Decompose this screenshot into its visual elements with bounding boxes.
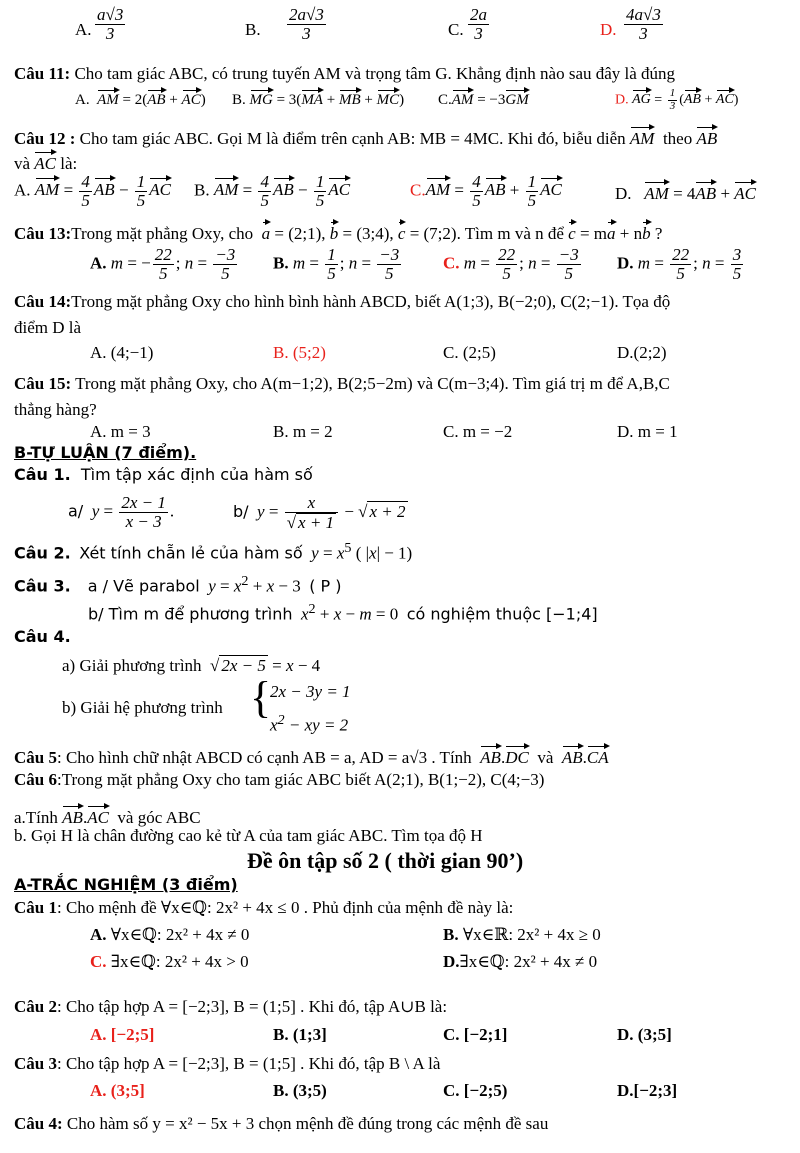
exam2-title: Đề ôn tập số 2 ( thời gian 90’) [247, 848, 524, 873]
e3-option-d: D.[−2;3] [617, 1081, 678, 1100]
q12-option-d: D. AM = 4AB + AC [615, 180, 756, 204]
b-c1a: a/ y = $\frac{2x - 1}{x - 3}$ . [68, 493, 175, 531]
b-c4b: b) Giải hệ phương trình [62, 698, 223, 717]
b-c6: Câu 6:Trong mặt phẳng Oxy cho tam giác ABC biết A(2;1), B(1;−2), C(4;−3) [14, 770, 545, 789]
e1-option-b: B. ∀x∈ℝ: 2x² + 4x ≥ 0 [443, 925, 601, 944]
q13-option-d: D. m = $\frac{22}{5}$ ; n = $\frac{3}{5}$ [617, 245, 742, 283]
e1-stem: Câu 1: Cho mệnh đề ∀x∈ℚ: 2x² + 4x ≤ 0 . Phủ định của mệnh đề này là: [14, 898, 514, 917]
b-c4: Câu 4. [14, 627, 71, 646]
q11-option-c: C.AM = −3GM [438, 88, 529, 109]
q15-option-b: B. m = 2 [273, 422, 333, 441]
b-c1b: b/ y = $\frac{x}{√ x + 1}$ − √ x + 2 [233, 493, 406, 532]
option-d-fraction: $\frac{4a√3}{3}$ [626, 5, 661, 43]
b-c6b: b. Gọi H là chân đường cao kẻ từ A của tam giác ABC. Tìm tọa độ H [14, 826, 483, 845]
part-b-title: B-TỰ LUẬN (7 điểm). [14, 443, 197, 462]
e2-option-d: D. (3;5] [617, 1025, 672, 1044]
q13-option-b: B. m = $\frac{1}{5}$ ; n = $\frac{-3}{5}$ [273, 245, 400, 283]
e2-option-b: B. (1;3] [273, 1025, 327, 1044]
q14-stem: Câu 14:Trong mặt phẳng Oxy cho hình bình hành ABCD, biết A(1;3), B(−2;0), C(2;−1). Tọa độ [14, 292, 671, 311]
e4-stem: Câu 4: Cho hàm số y = x² − 5x + 3 chọn mệnh đề đúng trong các mệnh đề sau [14, 1114, 549, 1133]
q15-option-d: D. m = 1 [617, 422, 678, 441]
q14-option-a: A. (4;−1) [90, 343, 154, 362]
q14-option-d: D.(2;2) [617, 343, 667, 362]
system-eq1: 2x − 3y = 1 [270, 682, 351, 701]
option-b: B. [245, 20, 261, 39]
q13-stem: Câu 13:Trong mặt phẳng Oxy, cho a = (2;1), b = (3;4), c = (7;2). Tìm m và n để c = ma + nb ? [14, 220, 662, 244]
q15-option-c: C. m = −2 [443, 422, 513, 441]
option-b-fraction: $\frac{2a√3}{3}$ [289, 5, 324, 43]
b-c5: Câu 5: Cho hình chữ nhật ABCD có cạnh AB = a, AD = a√3 . Tính AB.DC và AB.CA [14, 744, 609, 768]
b-c3: Câu 3. a / Vẽ parabol $y = x^2 + x - 3$ ( P ) [14, 573, 342, 596]
e1-option-a: A. ∀x∈ℚ: 2x² + 4x ≠ 0 [90, 925, 250, 944]
option-a-fraction: $\frac{a√3}{3}$ [97, 5, 124, 43]
b-c4a: a) Giải phương trình √ 2x − 5 = x − 4 [62, 656, 321, 675]
q11-options: A. AM = 2(AB + AC) [75, 88, 206, 109]
q11-stem: Câu 11: Cho tam giác ABC, có trung tuyến AM và trọng tâm G. Khẳng định nào sau đây là đúng [14, 64, 676, 83]
q15-stem-2: thẳng hàng? [14, 400, 97, 419]
exam2-part-a: A-TRẮC NGHIỆM (3 điểm) [14, 875, 238, 894]
e3-stem: Câu 3: Cho tập hợp A = [−2;3], B = (1;5] . Khi đó, tập B \ A là [14, 1054, 441, 1073]
q15-option-a: A. m = 3 [90, 422, 151, 441]
b-c6a: a.Tính AB.AC và góc ABC [14, 804, 201, 828]
q12-stem-2: và AC là: [14, 150, 77, 174]
b-c3b: b/ Tìm m để phương trình $x^2 + x - m = 0$ có nghiệm thuộc [−1;4] [88, 601, 598, 624]
e2-option-c: C. [−2;1] [443, 1025, 508, 1044]
q12-option-a: A. AM = $\frac{4}{5}$ AB − $\frac{1}{5}$ AC [14, 172, 172, 210]
q12-option-c: C.AM = $\frac{4}{5}$ AB + $\frac{1}{5}$ AC [410, 172, 562, 210]
e1-option-c: C. ∃x∈ℚ: 2x² + 4x > 0 [90, 952, 249, 971]
q12-option-b: B. AM = $\frac{4}{5}$ AB − $\frac{1}{5}$ AC [194, 172, 351, 210]
q13-option-a: A. m = − $\frac{22}{5}$ ; n = $\frac{-3}{5}$ [90, 245, 236, 283]
b-c2: Câu 2. Xét tính chẵn lẻ của hàm số $y = x^5$ ( |x| − 1) [14, 540, 413, 563]
b-c1: Câu 1. Tìm tập xác định của hàm số [14, 465, 313, 484]
q15-stem: Câu 15: Trong mặt phẳng Oxy, cho A(m−1;2), B(2;5−2m) và C(m−3;4). Tìm giá trị m để A,B,C [14, 374, 670, 393]
system-eq2: $x^2$ − xy = 2 [270, 712, 349, 735]
e2-option-a: A. [−2;5] [90, 1025, 155, 1044]
q14-option-b: B. (5;2) [273, 343, 326, 362]
option-d: D. [600, 20, 617, 39]
q12-stem: Câu 12 : Cho tam giác ABC. Gọi M là điểm trên cạnh AB: MB = 4MC. Khi đó, biễu diễn AM theo AB [14, 125, 717, 149]
q13-option-c: C. m = $\frac{22}{5}$ ; n = $\frac{-3}{5}$ [443, 245, 579, 283]
q14-stem-2: điểm D là [14, 318, 82, 337]
option-a: A. [75, 20, 92, 39]
q11-option-d: D. AG = $\frac{1}{3}$ (AB + AC) [615, 87, 739, 112]
e1-option-d: D.∃x∈ℚ: 2x² + 4x ≠ 0 [443, 952, 598, 971]
e3-option-b: B. (3;5) [273, 1081, 327, 1100]
e3-option-c: C. [−2;5) [443, 1081, 508, 1100]
option-c-fraction: $\frac{2a}{3}$ [470, 5, 487, 43]
option-c: C. [448, 20, 464, 39]
q11-option-b: B. MG = 3(MA + MB + MC) [232, 88, 404, 109]
q14-option-c: C. (2;5) [443, 343, 496, 362]
system-brace: { [250, 673, 272, 722]
e2-stem: Câu 2: Cho tập hợp A = [−2;3], B = (1;5] . Khi đó, tập A∪B là: [14, 997, 448, 1016]
e3-option-a: A. (3;5] [90, 1081, 145, 1100]
